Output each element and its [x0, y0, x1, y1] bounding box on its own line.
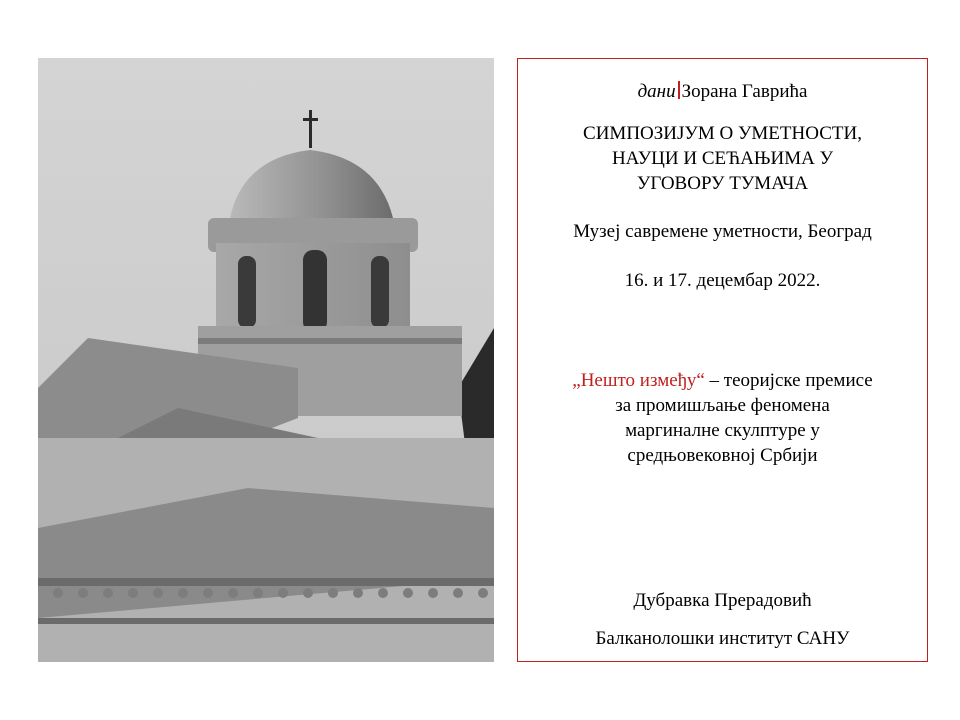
- lecture-line: средњовековној Србији: [627, 445, 818, 466]
- series-prefix: дани: [637, 81, 676, 102]
- author-name: Дубравка Прерадовић: [633, 590, 812, 611]
- lecture-quoted-title: „Нешто између“: [572, 370, 705, 391]
- lecture-line: за промишљање феномена: [615, 395, 830, 416]
- separator-bar: [678, 81, 680, 99]
- church-photo: [38, 58, 494, 662]
- venue: Музеј савремене уметности, Београд: [573, 221, 872, 242]
- institution-name: Балканолошки институт САНУ: [595, 628, 850, 649]
- church-image: [38, 58, 494, 662]
- symposium-line: УГОВОРУ ТУМАЧА: [636, 173, 809, 194]
- series-name: Зорана Гаврића: [681, 81, 808, 102]
- symposium-title: [518, 121, 927, 196]
- dates: 16. и 17. децембар 2022.: [624, 270, 821, 291]
- announcement-card: [517, 58, 928, 662]
- symposium-line: НАУЦИ И СЕЋАЊИМА У: [611, 148, 834, 169]
- lecture-title: [518, 368, 927, 468]
- symposium-line: СИМПОЗИЈУМ О УМЕТНОСТИ,: [583, 123, 862, 144]
- lecture-line: маргиналне скулптуре у: [625, 420, 820, 441]
- series-title: [518, 79, 927, 104]
- lecture-line: – теоријске премисе: [704, 370, 873, 391]
